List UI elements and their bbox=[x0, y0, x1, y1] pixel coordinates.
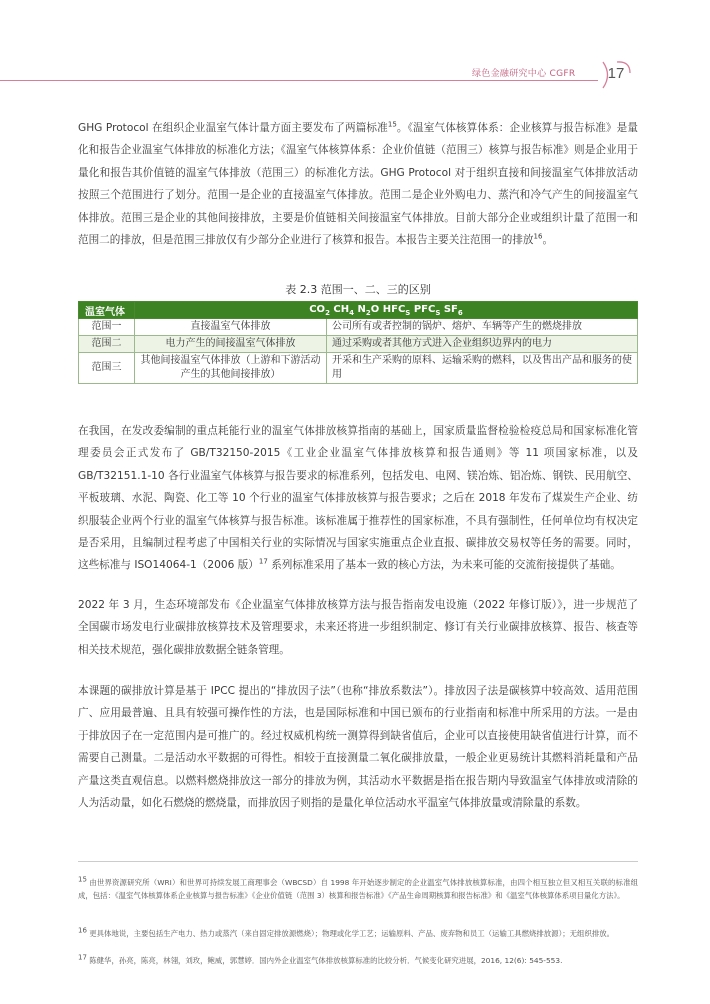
paragraph-emission-factor-method: 本课题的碳排放计算是基于 IPCC 提出的“排放因子法”（也称“排放系数法”）。排放因子法是碳核算中较高效、适用范围广、应用最普遍、且具有较强可操作性的方法，也是国际标准和中国已颁布的行业指南和标准中所采用的方法。一是由于排放因子在一定范围内是可推广的。经过权威机构统一测算得到缺省值后，企业可以直接使用缺省值进行计算，而不需要自己测量。二是活动水平数据的可得性。相较于直接测量二氧化碳排放量，一般企业更易统计其燃料消耗量和产品产量这类直观信息。以燃料燃烧排放这一部分的排放为例，其活动水平数据是指在报告期内导致温室气体排放或清除的人为活动量，如化石燃烧的燃烧量，而排放因子则指的是量化单位活动水平温室气体排放量或清除量的系数。 bbox=[78, 685, 638, 810]
gas-formula: SF bbox=[443, 303, 458, 315]
footnote-divider bbox=[78, 861, 638, 862]
scope-comparison-table bbox=[78, 301, 638, 384]
footnote-ref-16: 16 bbox=[533, 232, 543, 241]
footnote-16: $^{16}$ 更具体地说，主要包括生产电力、热力或蒸汽（来自固定排放源燃烧）；物理或化学工艺；运输原料、产品、废弃物和员工（运输工具燃烧排放源）；无组织排放。 bbox=[78, 926, 615, 938]
table-row bbox=[79, 353, 638, 384]
page-number: 17 bbox=[607, 65, 625, 82]
footnote-15: $^{15}$ 由世界资源研究所（WRI）和世界可持续发展工商理事会（WBCSD）自 1998 年开始逐步制定的企业温室气体排放核算标准，由四个相互独立但又相互关联的标准组成，包括：《温室气体核算体系企业核算与报告标准》《企业价值链（范围 3）核算和报告标准》《产品生命周期核算和报告标准》和《温室气体核算体系项目量化方法》。 bbox=[78, 875, 638, 900]
header-label: 绿色金融研究中心 CGFR bbox=[472, 69, 576, 79]
table-cell-scope: 范围三 bbox=[79, 353, 135, 384]
table-header-gases bbox=[135, 302, 638, 319]
table-cell-desc: 通过采购或者其他方式进入企业组织边界内的电力 bbox=[327, 336, 638, 353]
table-header-gas: 温室气体 bbox=[79, 302, 135, 319]
gas-formula: CO bbox=[309, 303, 326, 315]
table-header-row bbox=[79, 302, 638, 319]
header-rule bbox=[0, 80, 598, 81]
footnote-17: $^{17}$ 陈健华，孙亮，陈亮，林翎，刘玫，鲍威，郭慧婷．国内外企业温室气体排放核算标准的比较分析．气候变化研究进展，2016, 12(6): 545-553. bbox=[78, 953, 563, 965]
paragraph-ghg-protocol: GHG Protocol 在组织企业温室气体计量方面主要发布了两篇标准$^{15}$。《温室气体核算体系：企业核算与报告标准》是量化和报告企业温室气体排放的标准化方法；《温室气体核算体系：企业价值链（范围三）核算与报告标准》则是企业用于量化和报告其价值链的温室气体排放（范围三）的标准化方法。GHG Protocol 对于组织直接和间接温室气体排放活动按照三个范围进行了划分。范围一是企业的直接温室气体排放。范围二是企业外购电力、蒸汽和冷气产生的间接温室气体排放。范围三是企业的其他间接排放，主要是价值链相关间接温室气体排放。目前大部分企业或组织计量了范围一和范围二的排放，但是范围三排放仅有少部分企业进行了核算和报告。本报告主要关注范围一的排放$^{16}$。 bbox=[78, 120, 638, 247]
paragraph-china-standards: 在我国，在发改委编制的重点耗能行业的温室气体排放核算指南的基础上，国家质量监督检验检疫总局和国家标准化管理委员会正式发布了 GB/T32150-2015《工业企业温室气体排放核算和报告通则》等 11 项国家标准，以及 GB/T32151.1-10 各行业温室气体核算与报告要求的标准系列，包括发电、电网、镁冶炼、铝冶炼、钢铁、民用航空、平板玻璃、水泥、陶瓷、化工等 10 个行业的温室气体排放核算与报告要求；之后在 2018 年发布了煤炭生产企业、纺织服装企业两个行业的温室气体核算与报告标准。该标准属于推荐性的国家标准，不具有强制性，任何单位均有权决定是否采用，且编制过程考虑了中国相关行业的实际情况与国家实施重点企业直报、碳排放交易权等任务的需要。同时，这些标准与 ISO14064-1（2006 版）$^{17}$ 系列标准采用了基本一致的核心方法，为未来可能的交流衔接提供了基础。 bbox=[78, 425, 638, 572]
gas-formula: O bbox=[370, 303, 380, 315]
table-cell-type: 直接温室气体排放 bbox=[135, 319, 327, 336]
gas-list: $CO_2$ $CH_4$ $N_2O$ $HFC_S$ $PFC_S$ $SF_6$ bbox=[309, 303, 463, 317]
table-title: 表 2.3 范围一、二、三的区别 bbox=[285, 283, 431, 296]
table-cell-type: 其他间接温室气体排放（上游和下游活动产生的其他间接排放） bbox=[135, 353, 327, 384]
table-row bbox=[79, 319, 638, 336]
page-number-badge bbox=[599, 60, 633, 90]
footnote-ref-17: 17 bbox=[258, 557, 268, 566]
gas-formula: HFC bbox=[382, 303, 406, 315]
table-row bbox=[79, 336, 638, 353]
gas-formula: PFC bbox=[413, 303, 436, 315]
table-cell-type: 电力产生的间接温室气体排放 bbox=[135, 336, 327, 353]
gas-formula: CH bbox=[333, 303, 350, 315]
footnote-ref-15: 15 bbox=[387, 120, 397, 129]
table-cell-scope: 范围二 bbox=[79, 336, 135, 353]
table-cell-scope: 范围一 bbox=[79, 319, 135, 336]
table-cell-desc: 开采和生产采购的原料、运输采购的燃料，以及售出产品和服务的使用 bbox=[327, 353, 638, 384]
gas-formula: N bbox=[357, 303, 366, 315]
table-cell-desc: 公司所有或者控制的锅炉、熔炉、车辆等产生的燃烧排放 bbox=[327, 319, 638, 336]
paragraph-2022-guideline: 2022 年 3 月，生态环境部发布《企业温室气体排放核算方法与报告指南发电设施（2022 年修订版）》，进一步规范了全国碳市场发电行业碳排放核算技术及管理要求，未来还将进一步组织制定、修订有关行业碳排放核算、报告、核查等相关技术规范，强化碳排放数据全链条管理。 bbox=[78, 599, 638, 656]
